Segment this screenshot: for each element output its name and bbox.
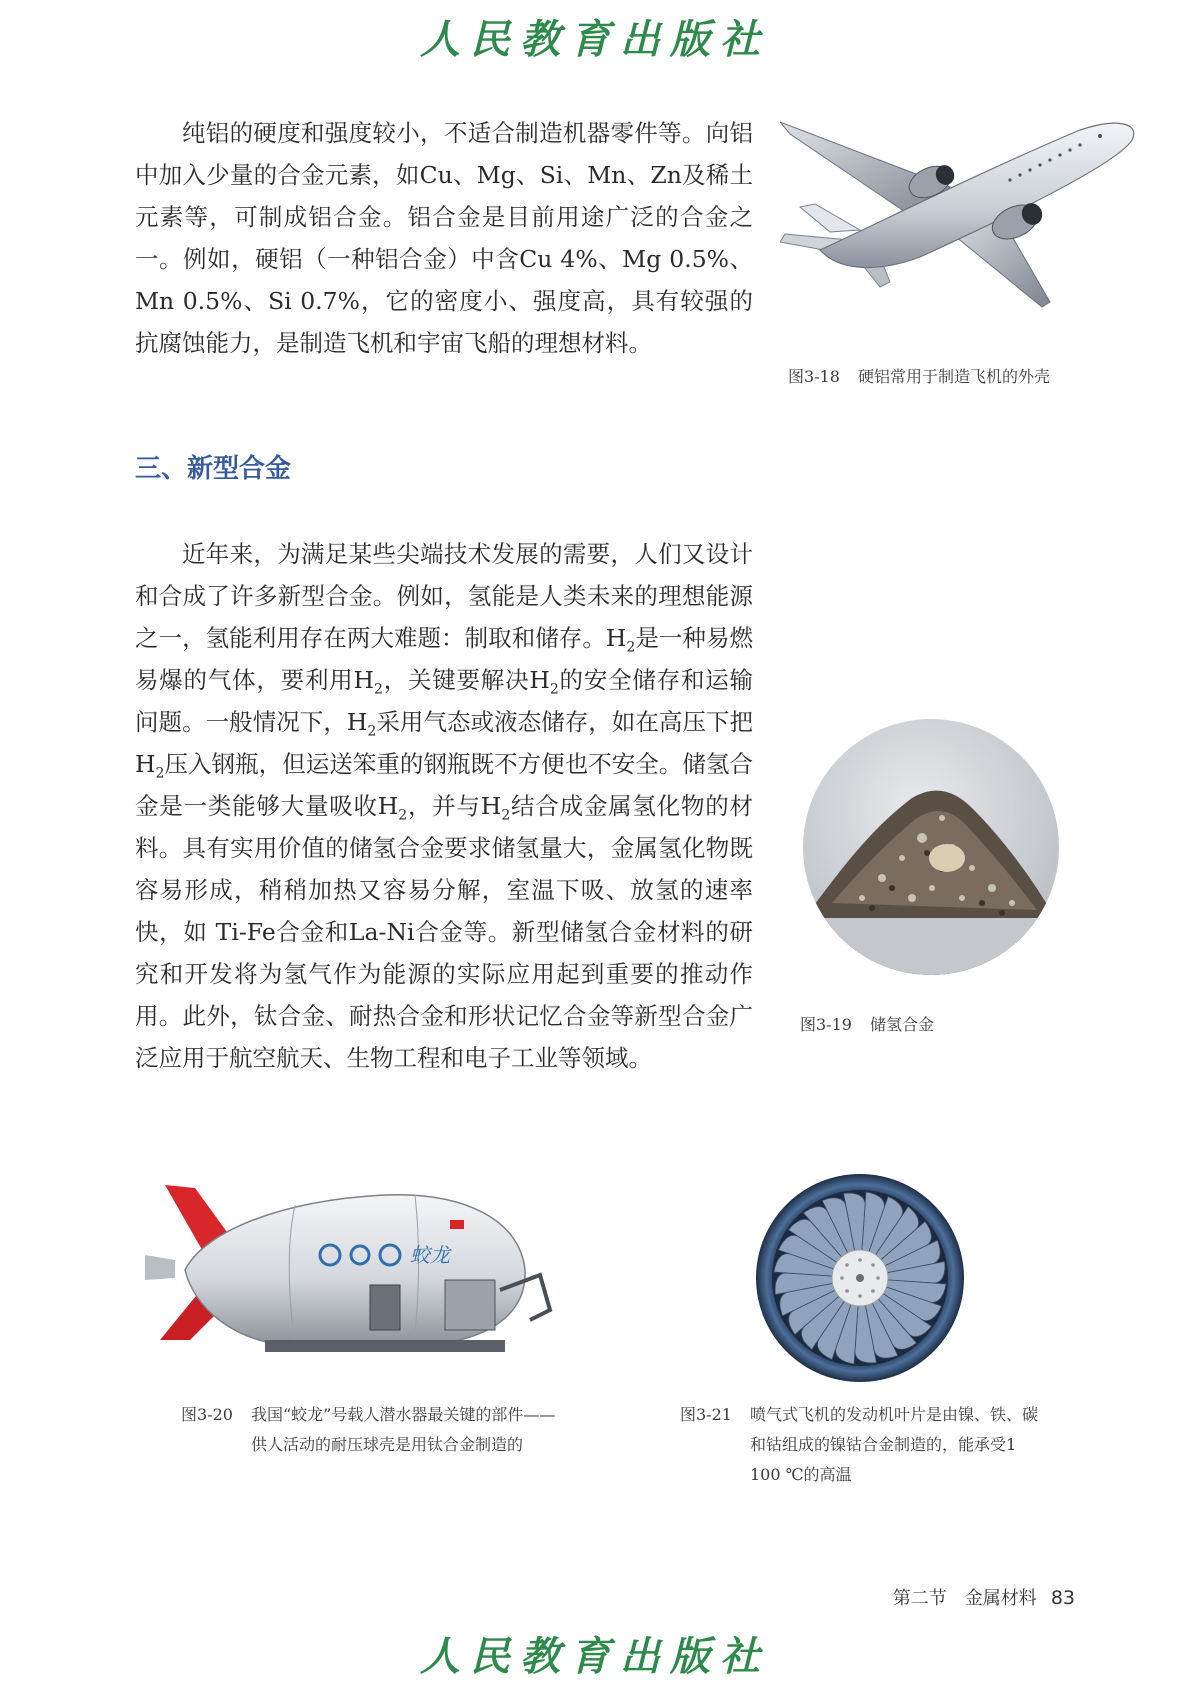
figure-3-20-caption — [181, 1400, 561, 1460]
page-footer — [893, 1584, 1075, 1610]
figure-3-20-text: 我国“蛟龙”号载人潜水器最关键的部件——供人活动的耐压球壳是用钛合金制造的 — [250, 1405, 556, 1454]
publisher-watermark-bottom: 人民教育出版社 — [420, 1633, 770, 1680]
figure-3-21-caption — [680, 1400, 1050, 1490]
figure-3-21-label: 图3-21 — [680, 1405, 732, 1424]
paragraph-new-alloys: 近年来，为满足某些尖端技术发展的需要，人们又设计和合成了许多新型合金。例如，氢能是人类未来的理想能源之一，氢能利用存在两大难题：制取和储存。$H_2$是一种易燃易爆的气体，要利用$H_2$，关键要解决$H_2$的安全储存和运输问题。一般情况下，$H_2$采用气态或液态储存，如在高压下把$H_2$压入钢瓶，但运送笨重的钢瓶既不方便也不安全。储氢合金是一类能够大量吸收$H_2$，并与$H_2$结合成金属氢化物的材料。具有实用价值的储氢合金要求储氢量大，金属氢化物既容易形成，稍稍加热又容易分解，室温下吸、放氢的速率快，如 Ti-Fe合金和La-Ni合金等。新型储氢合金材料的研究和开发将为氢气作为能源的实际应用起到重要的推动作用。此外，钛合金、耐热合金和形状记忆合金等新型合金广泛应用于航空航天、生物工程和电子工业等领域。 — [135, 540, 754, 1072]
figure-3-19-label: 图3-19 — [800, 1015, 852, 1034]
footer-section-title: 第二节 金属材料 — [892, 1588, 1037, 1609]
hydrogen-alloy-figure — [802, 718, 1060, 976]
submersible-name-text: 蛟龙 — [410, 1243, 450, 1267]
publisher-watermark-top: 人民教育出版社 — [420, 16, 770, 63]
figure-3-18-caption — [788, 362, 1148, 392]
figure-3-19-text: 储氢合金 — [869, 1015, 934, 1034]
figure-3-19-caption — [800, 1010, 1100, 1040]
page-number: 83 — [1050, 1587, 1075, 1609]
figure-3-20-label: 图3-20 — [181, 1405, 233, 1424]
submersible-figure — [145, 1180, 555, 1360]
jet-engine-fan-figure — [754, 1172, 966, 1384]
figure-3-18-label: 图3-18 — [788, 367, 840, 386]
figure-3-18-text: 硬铝常用于制造飞机的外壳 — [857, 367, 1050, 386]
airplane-figure — [780, 112, 1140, 322]
paragraph-hard-aluminum: 纯铝的硬度和强度较小，不适合制造机器零件等。向铝中加入少量的合金元素，如Cu、Mg、Si、Mn、Zn及稀土元素等，可制成铝合金。铝合金是目前用途广泛的合金之一。例如，硬铝（一种铝合金）中含Cu 4%、Mg 0.5%、Mn 0.5%、Si 0.7%，它的密度小、强度高，具有较强的抗腐蚀能力，是制造飞机和宇宙飞船的理想材料。 — [135, 119, 753, 357]
figure-3-21-text: 喷气式飞机的发动机叶片是由镍、铁、碳和钴组成的镍钴合金制造的，能承受1 100 ℃的高温 — [749, 1405, 1038, 1484]
section-heading-new-alloys: 三、新型合金 — [135, 454, 292, 484]
